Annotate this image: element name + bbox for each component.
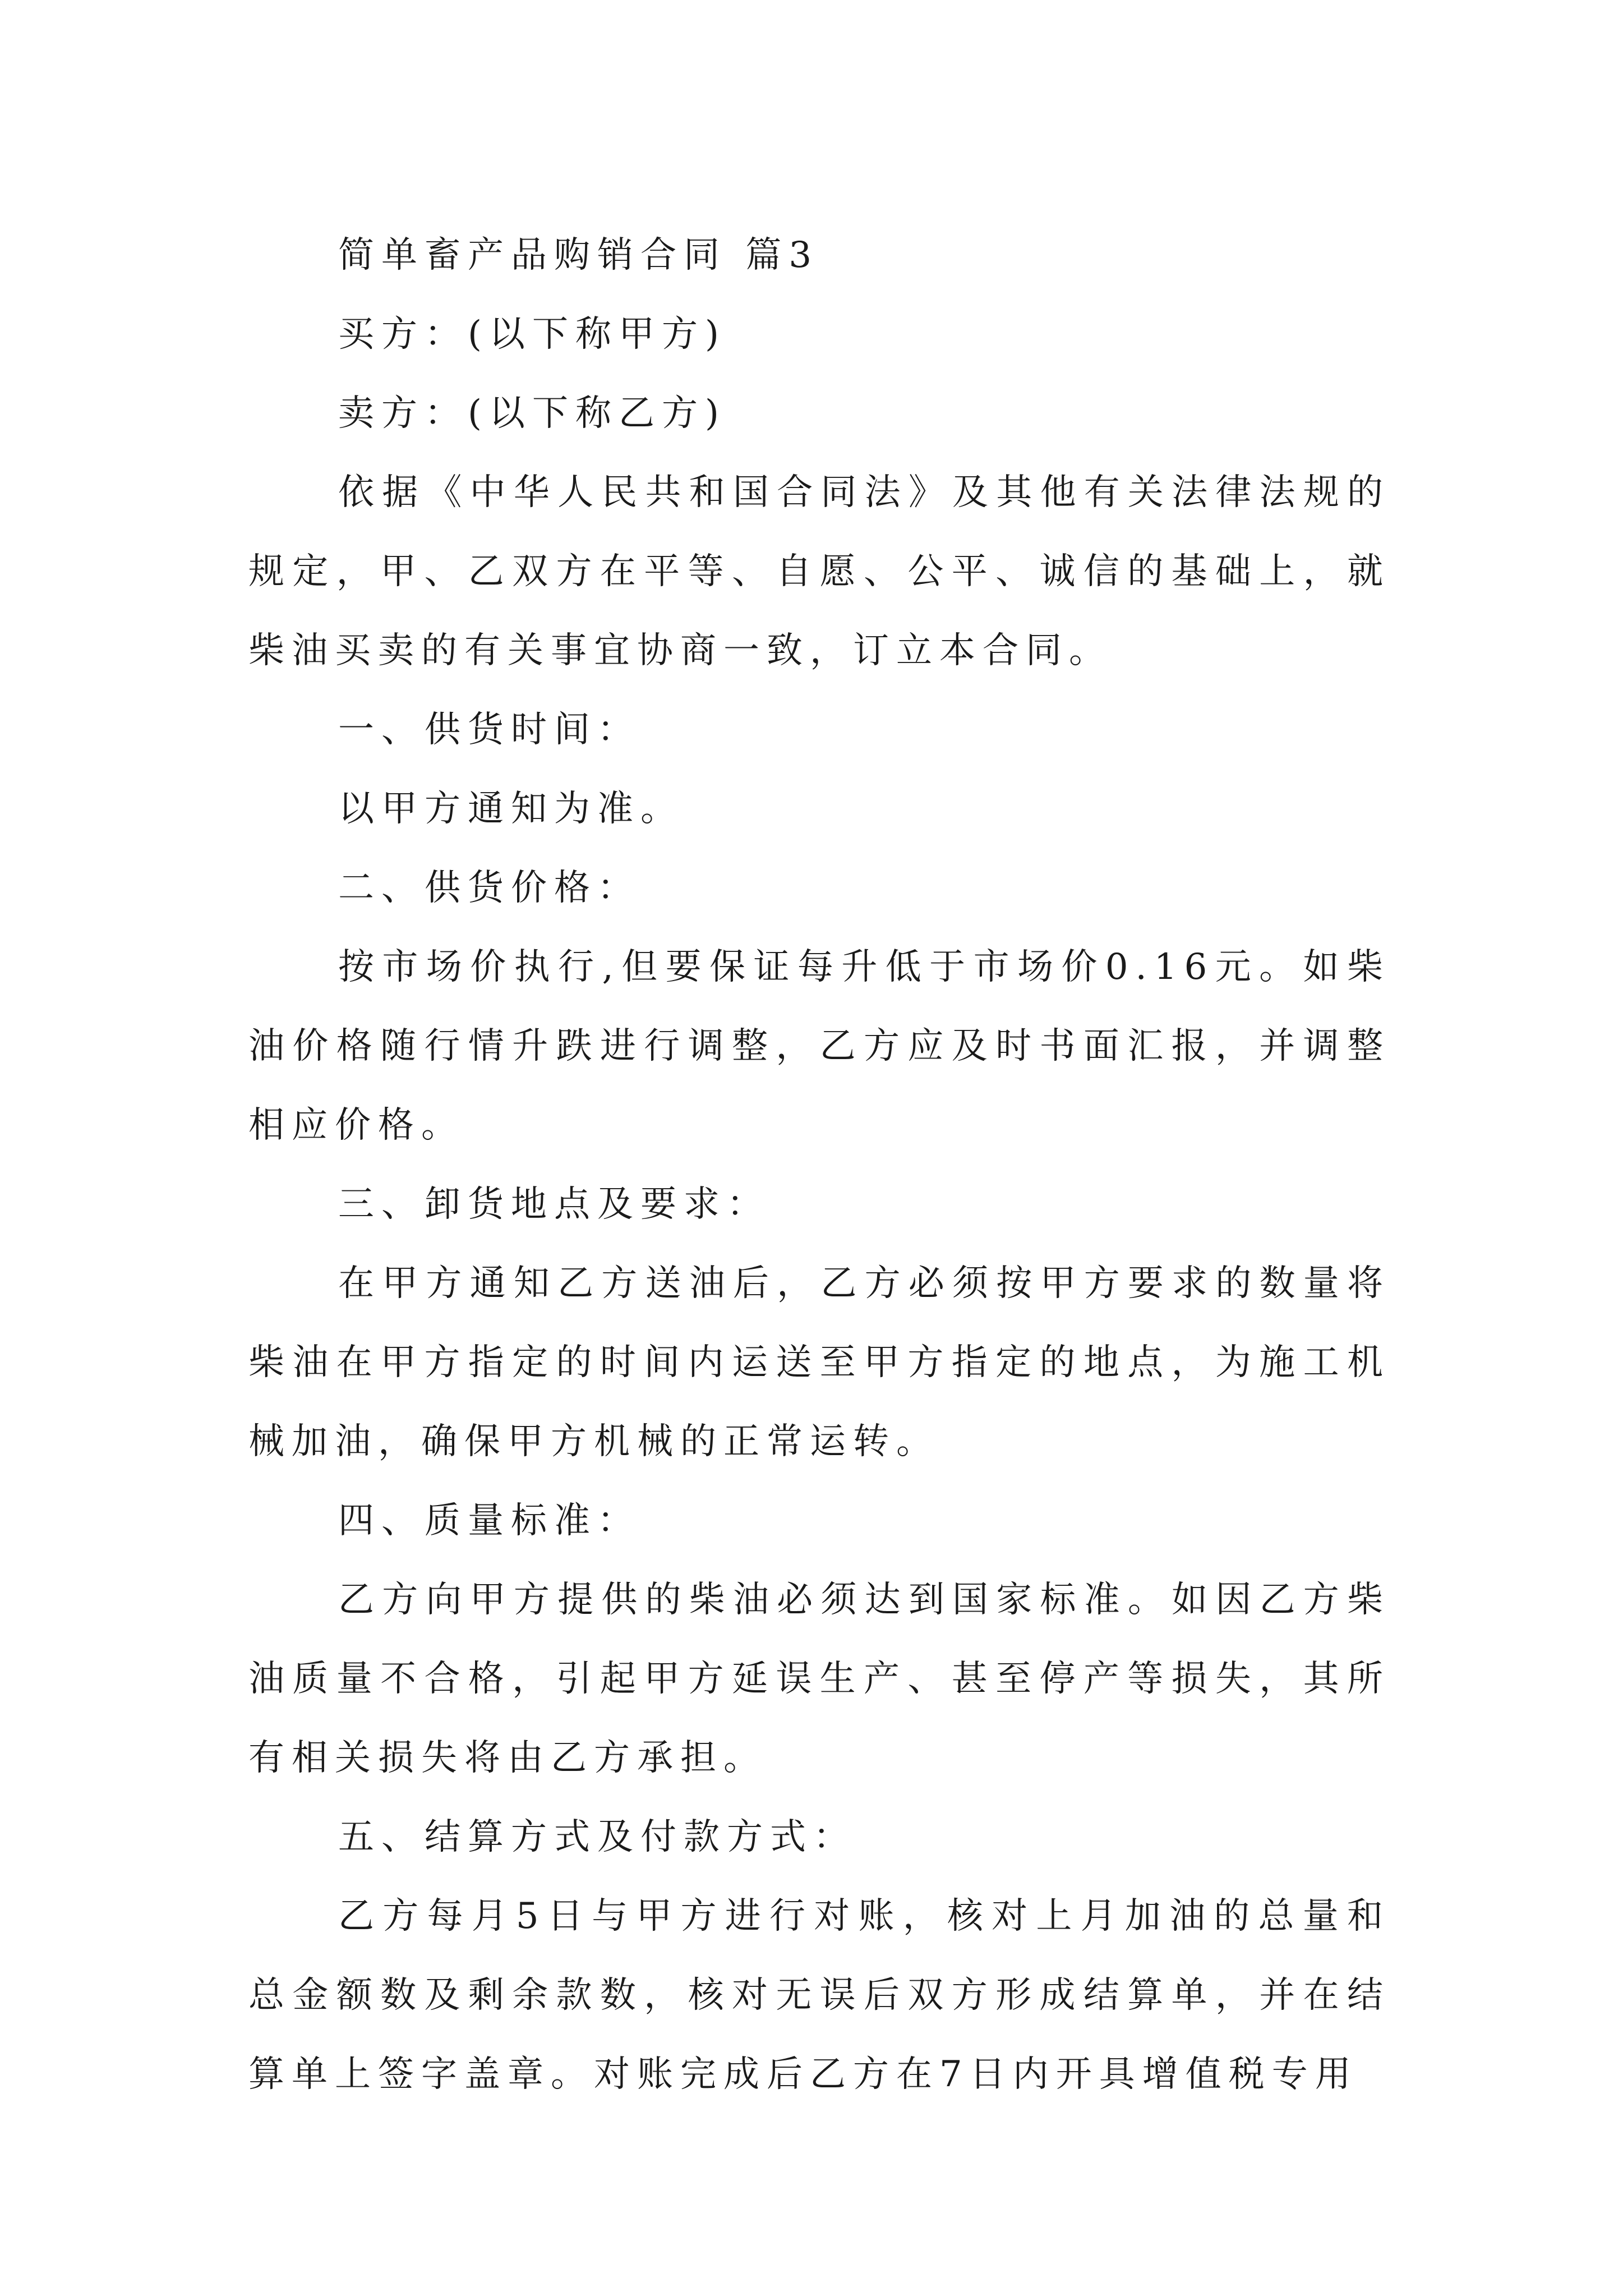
section-heading-supply-price: 二、供货价格： [338, 867, 640, 909]
section-heading-quality: 四、质量标准： [338, 1500, 640, 1542]
section-heading-supply-time: 一、供货时间： [338, 709, 640, 751]
supply-price-paragraph: 按市场价执行,但要保证每升低于市场价0.16元。如柴油价格随行情升跌进行调整，乙方应及时书面汇报，并调整相应价格。 [248, 946, 1390, 1146]
preamble-paragraph: 依据《中华人民共和国合同法》及其他有关法律法规的规定，甲、乙双方在平等、自愿、公平、诚信的基础上，就柴油买卖的有关事宜协商一致，订立本合同。 [248, 472, 1390, 671]
buyer-line: 买方：(以下称甲方) [338, 314, 726, 355]
quality-paragraph: 乙方向甲方提供的柴油必须达到国家标准。如因乙方柴油质量不合格，引起甲方延误生产、甚至停产等损失，其所有相关损失将由乙方承担。 [248, 1579, 1390, 1779]
supply-time-paragraph: 以甲方通知为准。 [338, 788, 684, 830]
unloading-paragraph: 在甲方通知乙方送油后，乙方必须按甲方要求的数量将柴油在甲方指定的时间内运送至甲方指定的地点，为施工机械加油，确保甲方机械的正常运转。 [248, 1263, 1390, 1462]
document-body [248, 216, 1390, 2114]
settlement-paragraph: 乙方每月5日与甲方进行对账，核对上月加油的总量和总金额数及剩余款数，核对无误后双方形成结算单，并在结算单上签字盖章。对账完成后乙方在7日内开具增值税专用 [248, 1895, 1390, 2095]
seller-line: 卖方：(以下称乙方) [338, 393, 726, 434]
section-heading-unloading: 三、卸货地点及要求： [338, 1184, 770, 1225]
section-heading-settlement: 五、结算方式及付款方式： [338, 1816, 856, 1858]
document-title: 简单畜产品购销合同 篇3 [338, 234, 819, 276]
